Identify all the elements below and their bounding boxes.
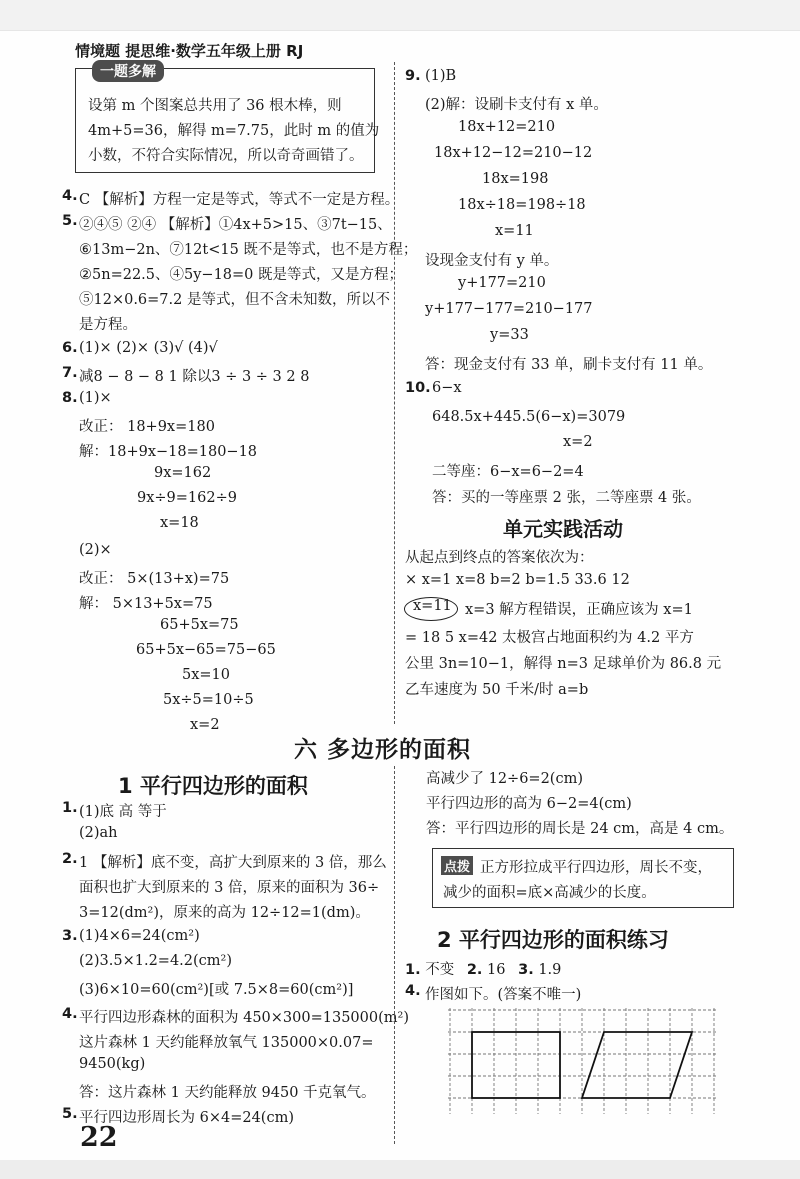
tip-line-1: 正方形拉成平行四边形，周长不变， xyxy=(480,860,712,876)
s1-q2-line: 3=12(dm²)，原来的高为 12÷12=1(dm)。 xyxy=(79,905,370,921)
practice-circled-answer: x=11 xyxy=(413,598,452,614)
practice-line: x=3 解方程错误，正确应该为 x=1 xyxy=(465,602,693,618)
s2-q4-number: 4. xyxy=(405,983,421,999)
s1-q4-line: 平行四边形森林的面积为 450×300=135000(m²) xyxy=(79,1010,409,1026)
practice-line: 公里 3n=10−1，解得 n=3 足球单价为 86.8 元 xyxy=(405,656,722,672)
column-divider-top xyxy=(394,62,395,724)
practice-line: × x=1 x=8 b=2 b=1.5 33.6 12 xyxy=(405,572,630,588)
q8-line: 改正： 18+9x=180 xyxy=(79,419,215,435)
q8-line: 5x÷5=10÷5 xyxy=(163,692,254,708)
q5-line-2: ⑥13m−2n、⑦12t<15 既不是等式，也不是方程； xyxy=(79,242,418,258)
practice-line: 从起点到终点的答案依次为： xyxy=(405,550,594,566)
q9-number: 9. xyxy=(405,68,421,84)
q8-line: (2)× xyxy=(79,542,112,558)
q10-line: x=2 xyxy=(563,434,593,450)
q10-line: 6−x xyxy=(432,380,462,396)
q4-number: 4. xyxy=(62,188,78,204)
q10-line: 648.5x+445.5(6−x)=3079 xyxy=(432,409,626,425)
s1-q3-line: (1)4×6=24(cm²) xyxy=(79,928,200,944)
s1-q4-line: 9450(kg) xyxy=(79,1056,146,1072)
q6-number: 6. xyxy=(62,340,78,356)
q8-line: 解： 5×13+5x=75 xyxy=(79,596,213,612)
s1-q5-text: 平行四边形周长为 6×4=24(cm) xyxy=(79,1110,294,1126)
s1-q1-line: (1)底 高 等于 xyxy=(79,804,167,820)
page-number: 22 xyxy=(80,1122,118,1153)
chapter-title: 六 多边形的面积 xyxy=(294,737,472,763)
s2-q123-row xyxy=(405,958,561,979)
q8-number: 8. xyxy=(62,390,78,406)
s1-cont-line: 答：平行四边形的周长是 24 cm，高是 4 cm。 xyxy=(426,821,734,837)
s2-q2-number: 2. xyxy=(466,962,483,978)
s2-q1-number: 1. xyxy=(405,962,421,978)
s1-q1-number: 1. xyxy=(62,800,78,816)
page-header: 情境题 提思维·数学五年级上册 RJ xyxy=(75,42,304,60)
s1-q2-line: 面积也扩大到原来的 3 倍，原来的面积为 36÷ xyxy=(79,880,380,896)
parallelogram-shape xyxy=(582,1032,692,1098)
q9-line: y=33 xyxy=(490,327,529,343)
q9-line: 18x+12=210 xyxy=(458,119,556,135)
s1-q1-line: (2)ah xyxy=(79,825,118,841)
q8-line: 5x=10 xyxy=(182,667,231,683)
bottom-edge-band xyxy=(0,1160,800,1179)
box-line-2: 4m+5=36，解得 m=7.75，此时 m 的值为 xyxy=(88,123,380,139)
s2-q4-text: 作图如下。(答案不唯一) xyxy=(425,987,582,1003)
s2-q1-answer: 不变 xyxy=(425,962,455,978)
q9-line: 18x=198 xyxy=(482,171,549,187)
q7-number: 7. xyxy=(62,365,78,381)
s1-cont-line: 平行四边形的高为 6−2=4(cm) xyxy=(426,796,632,812)
q9-line: (1)B xyxy=(425,68,457,84)
box-line-3: 小数，不符合实际情况，所以奇奇画错了。 xyxy=(88,148,364,164)
s1-q3-line: (3)6×10=60(cm²)[或 7.5×8=60(cm²)] xyxy=(79,982,354,998)
q8-line: 65+5x=75 xyxy=(160,617,239,633)
q7-text: 减8 − 8 − 8 1 除以3 ÷ 3 ÷ 3 2 8 xyxy=(79,369,310,385)
column-divider-bottom xyxy=(394,766,395,1144)
top-edge-band xyxy=(0,0,800,31)
tip-tag: 点拨 xyxy=(441,856,473,875)
tip-line-2: 减少的面积=底×高减少的长度。 xyxy=(443,885,656,901)
section2-title: 2 平行四边形的面积练习 xyxy=(437,928,669,952)
parallelogram-grid-drawing xyxy=(448,1008,718,1116)
s1-cont-line: 高减少了 12÷6=2(cm) xyxy=(426,771,583,787)
s2-q2-answer: 16 xyxy=(487,962,506,978)
s1-q4-line: 答：这片森林 1 天约能释放 9450 千克氧气。 xyxy=(79,1085,376,1101)
q8-line: x=2 xyxy=(190,717,220,733)
section1-title: 1 平行四边形的面积 xyxy=(118,774,308,798)
s1-q4-line: 这片森林 1 天约能释放氧气 135000×0.07= xyxy=(79,1035,374,1051)
practice-line: = 18 5 x=42 太极宫占地面积约为 4.2 平方 xyxy=(405,630,694,646)
s1-q5-number: 5. xyxy=(62,1106,78,1122)
q9-line: 18x÷18=198÷18 xyxy=(458,197,586,213)
q8-line: (1)× xyxy=(79,390,112,406)
q9-line: (2)解：设刷卡支付有 x 单。 xyxy=(425,97,608,113)
q9-line: 答：现金支付有 33 单，刷卡支付有 11 单。 xyxy=(425,357,713,373)
s2-q3-answer: 1.9 xyxy=(538,962,562,978)
q9-line: 设现金支付有 y 单。 xyxy=(425,253,559,269)
box-line-1: 设第 m 个图案总共用了 36 根木棒，则 xyxy=(88,98,342,114)
q5-line-4: ⑤12×0.6=7.2 是等式，但不含未知数，所以不 xyxy=(79,292,390,308)
practice-title: 单元实践活动 xyxy=(503,517,623,541)
s2-q3-number: 3. xyxy=(518,962,534,978)
q9-line: 18x+12−12=210−12 xyxy=(434,145,593,161)
q10-line: 答：买的一等座票 2 张，二等座票 4 张。 xyxy=(432,490,701,506)
q8-line: 9x÷9=162÷9 xyxy=(137,490,237,506)
s1-q2-number: 2. xyxy=(62,851,78,867)
q9-line: x=11 xyxy=(495,223,534,239)
q8-line: 65+5x−65=75−65 xyxy=(136,642,276,658)
q9-line: y+177−177=210−177 xyxy=(425,301,593,317)
q5-line-1: ②④⑤ ②④ 【解析】①4x+5>15、③7t−15、 xyxy=(79,217,392,233)
q4-text: C 【解析】方程一定是等式，等式不一定是方程。 xyxy=(79,192,400,208)
q6-text: (1)× (2)× (3)√ (4)√ xyxy=(79,340,218,356)
q10-line: 二等座：6−x=6−2=4 xyxy=(432,464,584,480)
q10-number: 10. xyxy=(405,380,431,396)
q8-line: x=18 xyxy=(160,515,199,531)
s1-q3-line: (2)3.5×1.2=4.2(cm²) xyxy=(79,953,233,969)
q9-line: y+177=210 xyxy=(458,275,546,291)
s1-q4-number: 4. xyxy=(62,1006,78,1022)
s1-q3-number: 3. xyxy=(62,928,78,944)
q8-line: 9x=162 xyxy=(154,465,212,481)
q5-number: 5. xyxy=(62,213,78,229)
q8-line: 解：18+9x−18=180−18 xyxy=(79,444,258,460)
practice-line: 乙车速度为 50 千米/时 a=b xyxy=(405,682,589,698)
q8-line: 改正： 5×(13+x)=75 xyxy=(79,571,230,587)
q5-line-5: 是方程。 xyxy=(79,317,137,333)
multi-solution-tag: 一题多解 xyxy=(92,60,164,82)
s1-q2-line: 1 【解析】底不变，高扩大到原来的 3 倍，那么 xyxy=(79,855,387,871)
q5-line-3: ②5n=22.5、④5y−18=0 既是等式，又是方程； xyxy=(79,267,403,283)
